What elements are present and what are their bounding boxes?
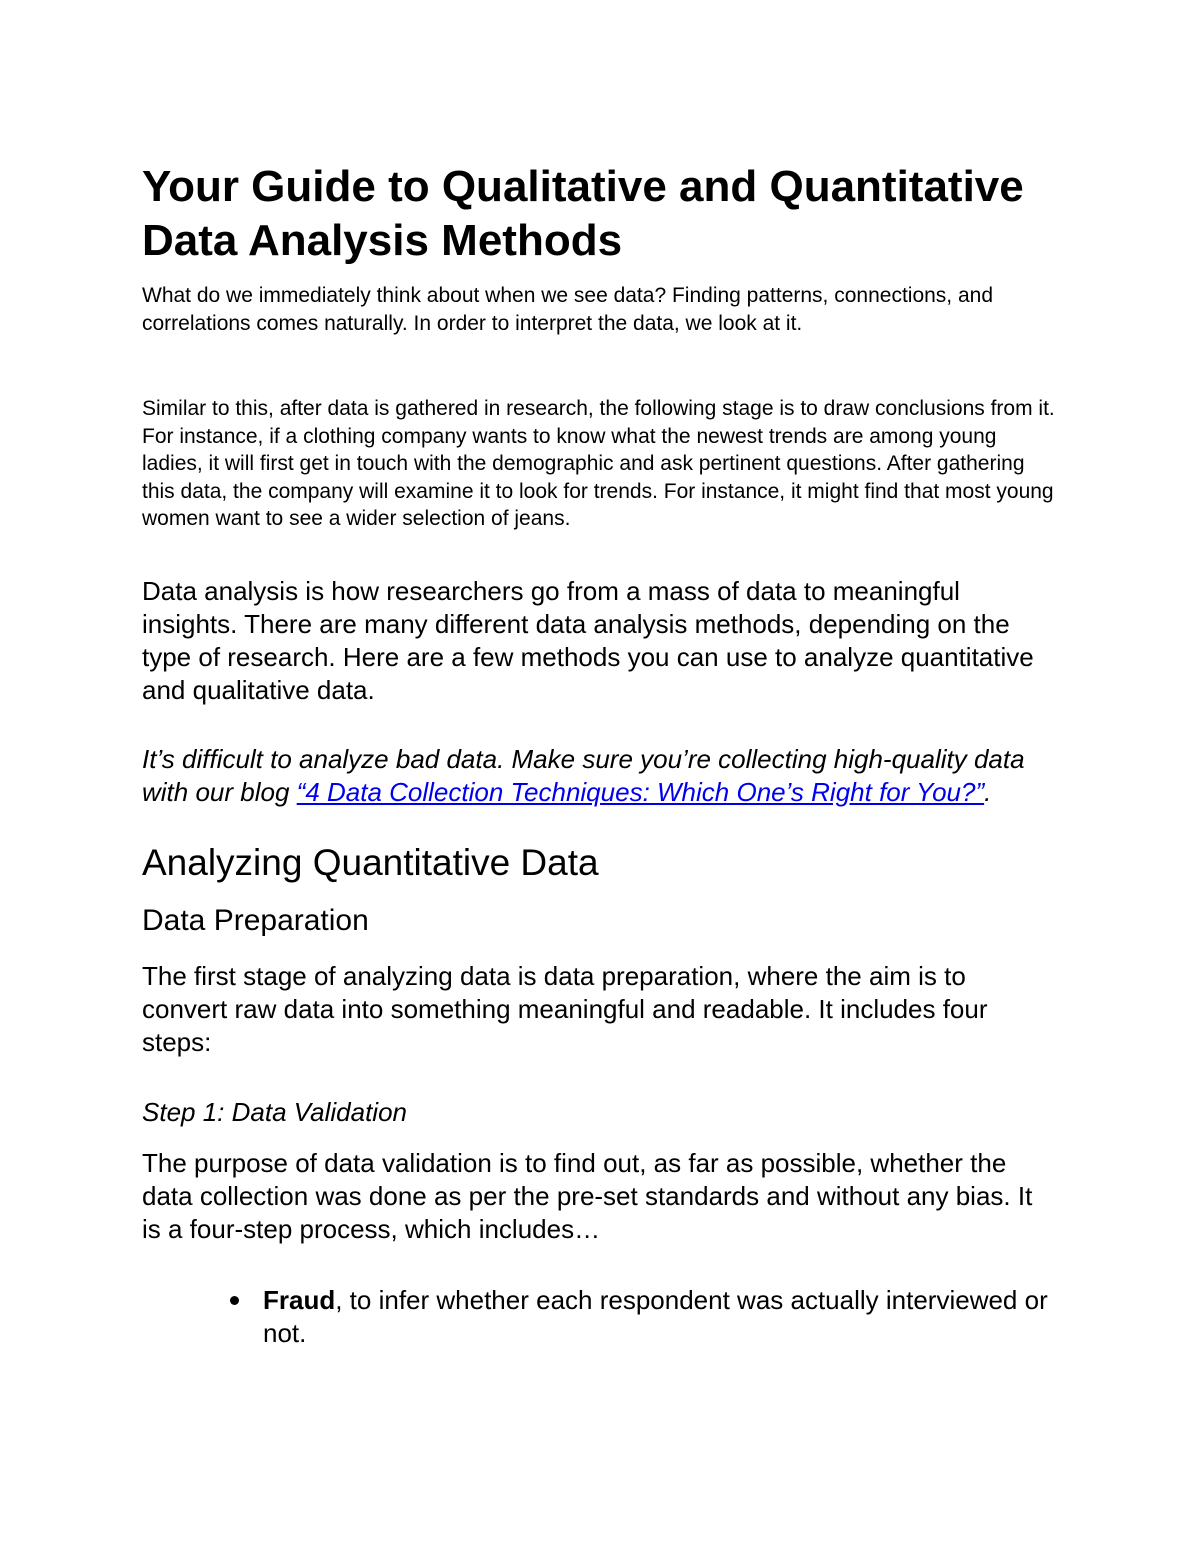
third-paragraph: Data analysis is how researchers go from a mass of data to meaningful insights. There are many different data analysis methods, depending on the type of research. Here are a few methods you can use to analyze quantitative and qualitative data. — [142, 576, 1034, 705]
subsection-heading: Data Preparation — [142, 904, 369, 937]
prep-paragraph: The first stage of analyzing data is data preparation, where the aim is to convert raw data into something meaningful and readable. It includes four steps: — [142, 961, 988, 1057]
validation-bullet-list — [142, 1284, 1057, 1350]
blog-link[interactable]: “4 Data Collection Techniques: Which One’s Right for You?” — [296, 777, 985, 807]
section-heading: Analyzing Quantitative Data — [142, 842, 599, 883]
bullet-term: Fraud — [263, 1285, 336, 1315]
list-item — [142, 1284, 1057, 1350]
bullet-text: , to infer whether each respondent was actually interviewed or not. — [263, 1285, 1048, 1348]
intro-paragraph: What do we immediately think about when we see data? Finding patterns, connections, and correlations comes naturally. In order to interpret the data, we look at it. — [142, 284, 994, 335]
callout-lead: It’s difficult to analyze bad data. Make sure you’re collecting high-quality data with our blog — [142, 744, 1025, 807]
step-heading: Step 1: Data Validation — [142, 1097, 407, 1127]
callout-paragraph — [142, 743, 1057, 809]
bullet-icon — [230, 1296, 239, 1305]
callout-trail: . — [984, 777, 992, 807]
second-paragraph: Similar to this, after data is gathered in research, the following stage is to draw conclusions from it. For instance, if a clothing company wants to know what the newest trends are among young ladies, it will first get in touch with the demographic and ask pertinent questions. After gathering this data, the company will examine it to look for trends. For instance, it might find that most young women want to see a wider selection of jeans. — [142, 397, 1055, 530]
validation-paragraph: The purpose of data validation is to find out, as far as possible, whether the data collection was done as per the pre-set standards and without any bias. It is a four-step process, which includes… — [142, 1148, 1033, 1244]
document-title: Your Guide to Qualitative and Quantitative Data Analysis Methods — [142, 162, 1024, 265]
